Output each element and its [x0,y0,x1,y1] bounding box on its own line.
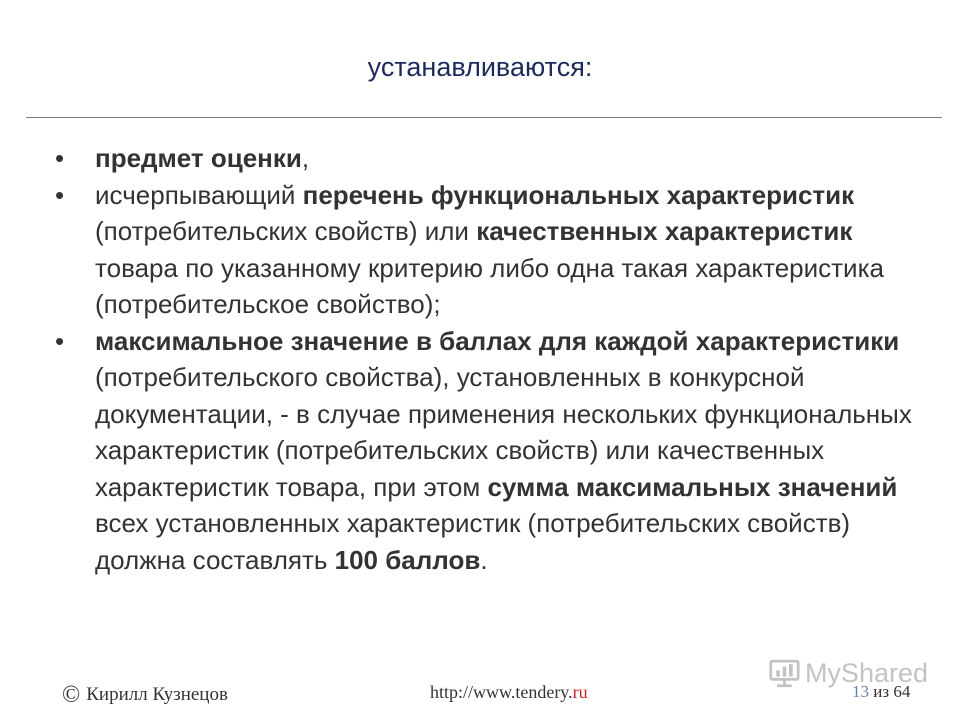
footer-author [62,682,228,706]
bullet-text-bold: максимальное значение в баллах для каждой характеристики [95,325,900,356]
page-separator: из [869,682,894,701]
bullet-text-bold: перечень функциональных характеристик [302,179,855,210]
bullet-list [55,140,935,578]
bullet-item [55,323,935,579]
page-current: 13 [852,682,869,701]
bullet-marker: • [55,179,65,210]
bullet-text-bold: качественных характеристик [476,216,853,246]
presentation-icon [768,656,801,690]
bullet-item [55,140,935,177]
bullet-text-bold: 100 баллов [334,544,481,575]
bullet-text: (потребительских свойств) или [95,216,477,246]
footer-url[interactable] [430,682,588,706]
bullet-marker: • [55,325,65,356]
watermark-text: MyShared [804,657,928,688]
slide-title: устанавливаются: [367,52,593,82]
bullet-text-bold: сумма максимальных значений [487,471,898,502]
myshared-watermark [768,653,928,693]
bullet-text: товара по указанному критерию либо одна такая характеристика (потребительское свойство); [95,252,884,319]
bullet-marker: • [55,143,65,173]
bullet-text: , [301,143,310,173]
url-tld: ru [572,682,588,702]
bullet-text: всех установленных характеристик (потребительских свойств) должна составлять [95,508,851,575]
bullet-text: . [480,544,488,575]
bullet-text: исчерпывающий [95,179,303,210]
author-name: Кирилл Кузнецов [86,684,228,705]
url-main: http://www.tendery. [430,682,573,702]
copyright-symbol: © [62,682,81,708]
page-total: 64 [893,682,911,701]
bullet-text: (потребительского свойства), установленных в конкурсной документации, - в случае применения нескольких функциональных характеристик (потребительских свойств) или качественных характеристик товара, при этом [95,362,912,502]
bullet-item [55,177,935,323]
bullet-text-bold: предмет оценки [95,143,302,173]
title-divider [26,117,942,118]
